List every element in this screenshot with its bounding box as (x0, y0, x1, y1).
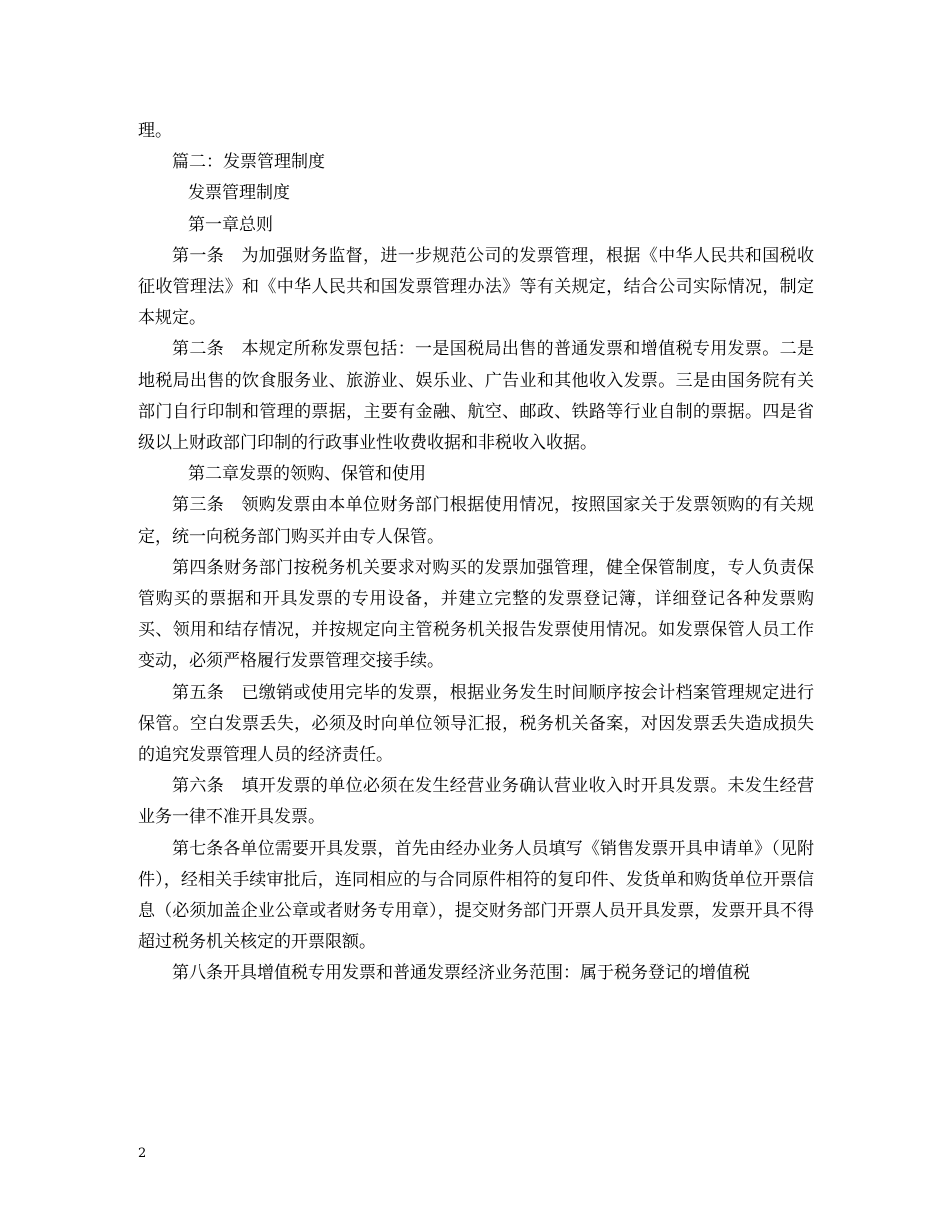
paragraph-4-article-1: 第一条 为加强财务监督，进一步规范公司的发票管理，根据《中华人民共和国税收征收管理法》和《中华人民共和国发票管理办法》等有关规定，结合公司实际情况，制定本规定。 (138, 245, 814, 329)
paragraph-6-chapter-2: 第二章发票的领购、保管和使用 (188, 464, 426, 485)
paragraph-1-section-title: 篇二：发票管理制度 (172, 152, 325, 173)
document-body (138, 116, 814, 990)
paragraph-10-article-6: 第六条 填开发票的单位必须在发生经营业务确认营业收入时开具发票。未发生经营业务一律不准开具发票。 (138, 776, 814, 828)
paragraph-12-article-8: 第八条开具增值税专用发票和普通发票经济业务范围：属于税务登记的增值税 (172, 963, 750, 984)
paragraph-5-article-2: 第二条 本规定所称发票包括：一是国税局出售的普通发票和增值税专用发票。二是地税局出售的饮食服务业、旅游业、娱乐业、广告业和其他收入发票。三是由国务院有关部门自行印制和管理的票据，主要有金融、航空、邮政、铁路等行业自制的票据。四是省级以上财政部门印制的行政事业性收费收据和非税收入收据。 (138, 339, 814, 454)
paragraph-9-article-5: 第五条 已缴销或使用完毕的发票，根据业务发生时间顺序按会计档案管理规定进行保管。空白发票丢失，必须及时向单位领导汇报，税务机关备案，对因发票丢失造成损失的追究发票管理人员的经济责任。 (138, 682, 814, 766)
paragraph-3-chapter-1: 第一章总则 (188, 214, 273, 235)
paragraph-7-article-3: 第三条 领购发票由本单位财务部门根据使用情况，按照国家关于发票领购的有关规定，统一向税务部门购买并由专人保管。 (138, 495, 814, 547)
paragraph-2-document-title: 发票管理制度 (188, 183, 290, 204)
paragraph-0: 理。 (138, 121, 172, 141)
paragraph-11-article-7: 第七条各单位需要开具发票，首先由经办业务人员填写《销售发票开具申请单》（见附件），经相关手续审批后，连同相应的与合同原件相符的复印件、发货单和购货单位开票信息（必须加盖企业公章或者财务专用章），提交财务部门开票人员开具发票，发票开具不得超过税务机关核定的开票限额。 (138, 838, 814, 953)
page-number: 2 (138, 1146, 147, 1161)
paragraph-8-article-4: 第四条财务部门按税务机关要求对购买的发票加强管理，健全保管制度，专人负责保管购买的票据和开具发票的专用设备，并建立完整的发票登记簿，详细登记各种发票购买、领用和结存情况，并按规定向主管税务机关报告发票使用情况。如发票保管人员工作变动，必须严格履行发票管理交接手续。 (138, 557, 814, 672)
